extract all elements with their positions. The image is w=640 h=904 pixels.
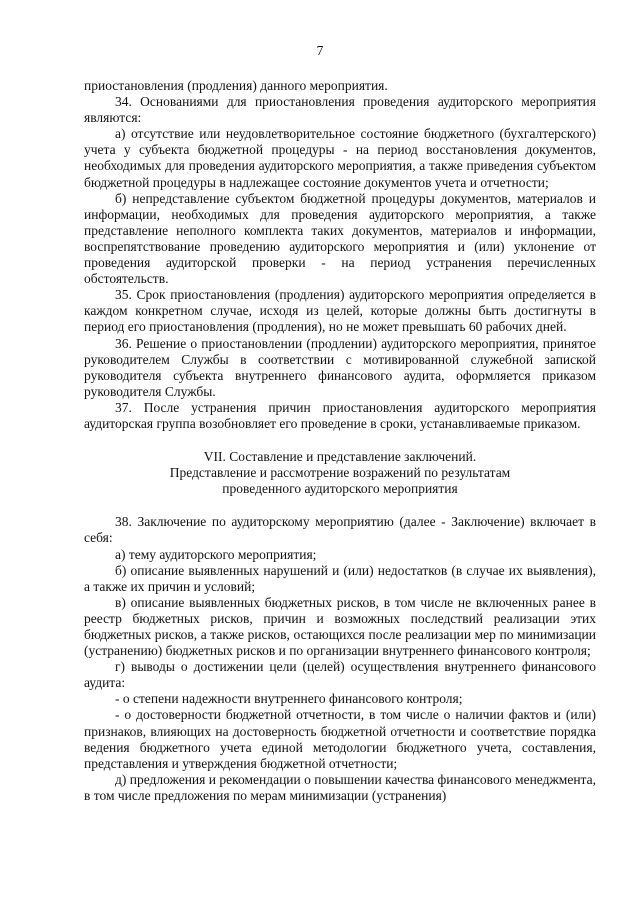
- paragraph: в) описание выявленных бюджетных рисков, в том числе не включенных ранее в реестр бюджетных рисков, причин и возможных последствий реализации этих бюджетных рисков, а также рисков, остающихся после реализации мер по минимизации (устранению) бюджетных рисков и по организации внутреннего финансового контроля;: [84, 594, 596, 659]
- paragraph: б) непредставление субъектом бюджетной процедуры документов, материалов и информации, необходимых для проведения аудиторского мероприятия, а также представление неполного комплекта таких документов, материалов и информации, воспрепятствование проведению аудиторского мероприятия и (или) уклонение от проведения аудиторской проверки - на период устранения перечисленных обстоятельств.: [84, 190, 596, 287]
- paragraph: д) предложения и рекомендации о повышении качества финансового менеджмента, в том числе предложения по мерам минимизации (устранения): [84, 771, 596, 803]
- paragraphs-before-heading: [84, 78, 596, 432]
- paragraph: - о степени надежности внутреннего финансового контроля;: [115, 691, 463, 707]
- paragraph: а) отсутствие или неудовлетворительное состояние бюджетного (бухгалтерского) учета у субъекта бюджетной процедуры - на период восстановления документов, необходимых для проведения аудиторского мероприятия, а также приведения субъектом бюджетной процедуры в надлежащее состояние документов учета и отчетности;: [84, 126, 596, 190]
- section-heading-line: VII. Составление и представление заключений.: [203, 449, 477, 465]
- section-heading-line: проведенного аудиторского мероприятия: [222, 481, 458, 497]
- section-heading-line: Представление и рассмотрение возражений по результатам: [169, 465, 511, 481]
- page-number: 7: [316, 43, 324, 58]
- paragraphs-after-heading: [84, 514, 596, 804]
- document-body: [84, 78, 596, 804]
- paragraph: 36. Решение о приостановлении (продлении) аудиторского мероприятия, принятое руководителем Службы в соответствии с мотивированной служебной запиской руководителя субъекта внутреннего финансового аудита, оформляется приказом руководителя Службы.: [84, 335, 596, 399]
- paragraph: 34. Основаниями для приостановления проведения аудиторского мероприятия являются:: [84, 94, 596, 126]
- paragraph: б) описание выявленных нарушений и (или) недостатков (в случае их выявления), а также их причин и условий;: [84, 562, 596, 594]
- paragraph: 35. Срок приостановления (продления) аудиторского мероприятия определяется в каждом конкретном случае, исходя из целей, которые должны быть достигнуты в период его приостановления (продления), но не может превышать 60 рабочих дней.: [84, 287, 596, 335]
- paragraph: г) выводы о достижении цели (целей) осуществления внутреннего финансового аудита:: [84, 659, 596, 691]
- paragraph: приостановления (продления) данного мероприятия.: [84, 78, 388, 93]
- paragraph: 37. После устранения причин приостановления аудиторского мероприятия аудиторская группа возобновляет его проведение в сроки, устанавливаемые приказом.: [84, 399, 596, 431]
- paragraph: 38. Заключение по аудиторскому мероприятию (далее - Заключение) включает в себя:: [84, 514, 596, 546]
- paragraph: а) тему аудиторского мероприятия;: [115, 546, 317, 562]
- section-heading: [84, 449, 596, 497]
- paragraph: - о достоверности бюджетной отчетности, в том числе о наличии фактов и (или) признаков, влияющих на достоверность бюджетной отчетности и соответствие порядка ведения бюджетного учета единой методологии бюджетного учета, составления, представления и утверждения бюджетной отчетности;: [84, 707, 596, 771]
